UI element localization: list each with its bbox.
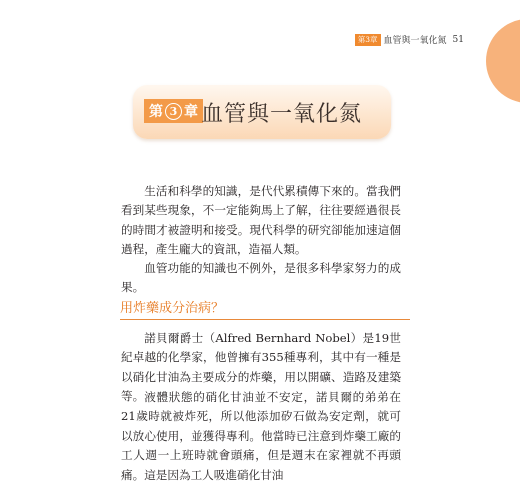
page-edge-tab [486, 19, 520, 103]
chapter-label-suffix: 章 [184, 104, 198, 120]
chapter-number: 3 [165, 103, 182, 120]
running-head-chapter-title: 血管與一氧化氮 [383, 36, 447, 46]
section-heading: 用炸藥成分治病？ [120, 297, 410, 320]
chapter-label-prefix: 第 [149, 104, 163, 120]
section-paragraph-1: 諾貝爾爵士（Alfred Bernhard Nobel）是19世紀卓越的化學家，他曾擁有355種專利，其中有一種是以硝化甘油為主要成分的炸藥，用以開礦、造路及建築等。 [121, 331, 401, 404]
chapter-label [144, 99, 203, 123]
page-number: 51 [452, 34, 464, 45]
chapter-title: 血管與一氧化氮 [201, 102, 363, 127]
intro-paragraph-2: 血管功能的知識也不例外，是很多科學家努力的成果。 [121, 261, 401, 295]
intro-paragraph-1: 生活和科學的知識，是代代累積傳下來的。當我們看到某些現象，不一定能夠馬上了解，往往要經過很長的時間才被證明和接受。現代科學的研究卻能加速這個過程，產生龐大的資訊，造福人類。 [121, 184, 401, 257]
running-head [355, 33, 464, 46]
chapter-title-box [133, 85, 391, 139]
section-paragraph-2: 液體狀態的硝化甘油並不安定，諾貝爾的弟弟在21歲時就被炸死，所以他添加矽石做為安定劑，就可以放心使用，並獲得專利。他當時已注意到炸藥工廠的工人週一上班時就會頭痛，但是週末在家裡就不再頭痛。這是因為工人吸進硝化甘油 [121, 390, 401, 482]
running-head-chapter-badge: 第3章 [355, 34, 381, 46]
